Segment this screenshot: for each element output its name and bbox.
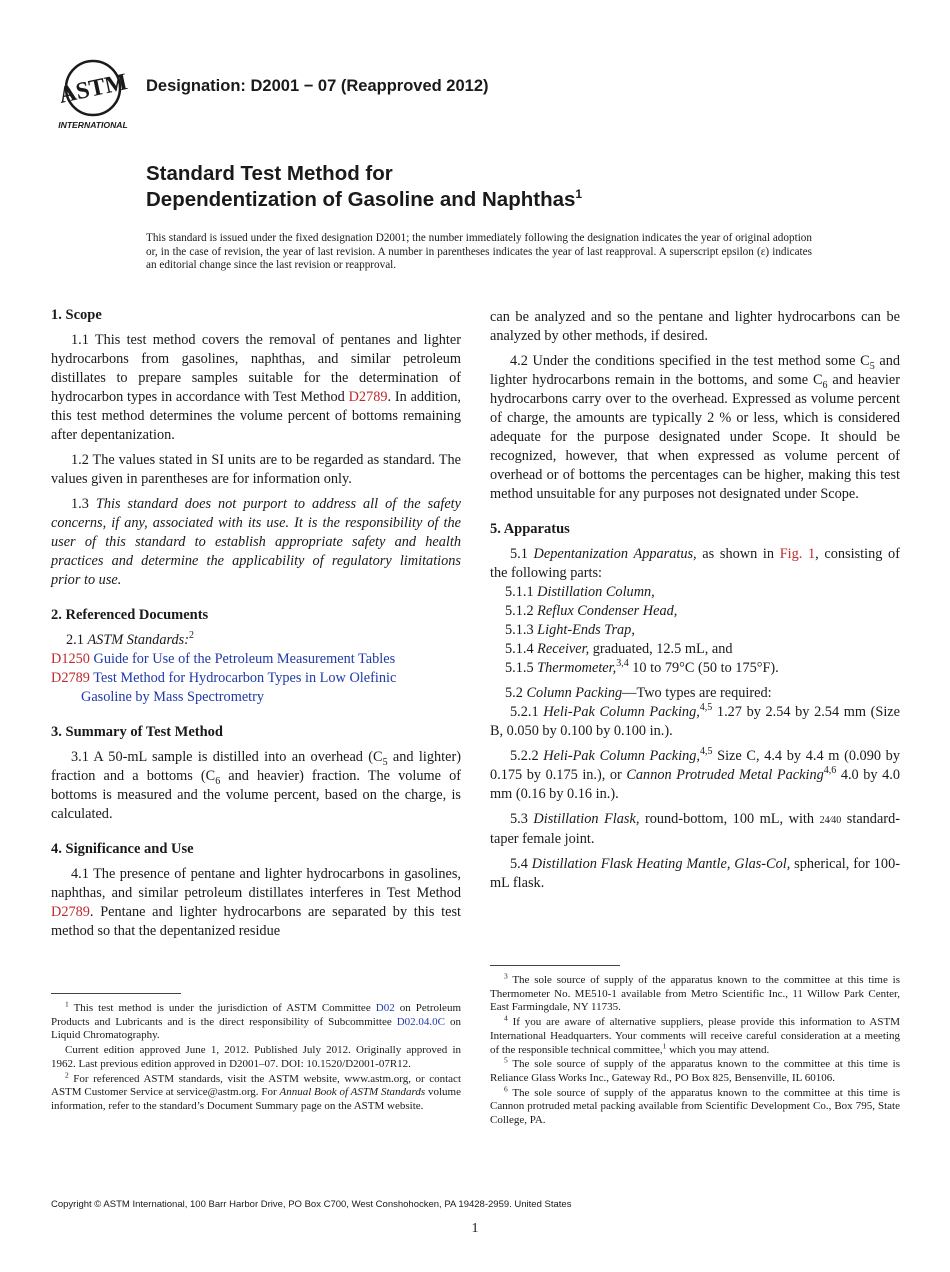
paragraph-4-2: 4.2 Under the conditions specified in the test method some $C_5$ and lighter hydrocarbons remain in the bottoms, and some $C_6$ and heavier hydrocarbons carry over to the overhead. Expressed as volume percent of charge, the amounts are typically 2 % or less, which is considered adequate for the purpose designated under Scope. It should be recognized, however, that when expressed as volume percent of overhead or of bottoms the percentages can be higher, making this test method unsuitable for any purposes not designated under Scope.: [490, 353, 900, 502]
paragraph-1-2: 1.2 The values stated in SI units are to be regarded as standard. The values given in parentheses are for information only.: [51, 452, 461, 487]
footnote-6: $^6$ The sole source of supply of the apparatus known to the committee at this time is Cannon protruded metal packing available from Scientific Development Co., Box 795, State College, PA.: [490, 1083, 900, 1127]
footnote-ref-2[interactable]: 2: [189, 630, 194, 642]
paragraph-5-4: 5.4 Distillation Flask Heating Mantle, Glas-Col, spherical, for 100-mL flask.: [490, 856, 900, 891]
link-d1250[interactable]: D1250: [51, 651, 90, 667]
issuance-note: This standard is issued under the fixed designation D2001; the number immediately following the designation indicates the year of original adoption or, in the case of revision, the year of last revision. A number in parentheses indicates the year of last reapproval. A superscript epsilon (ε) indicates an editorial change since the last revision or reapproval.: [146, 232, 812, 272]
reference-d1250[interactable]: D1250 Guide for Use of the Petroleum Measurement Tables: [51, 651, 396, 667]
footnote-ref-4-5-b[interactable]: 4,5: [699, 746, 713, 758]
section-heading-significance: 4. Significance and Use: [51, 841, 194, 857]
paragraph-5-1-3: 5.1.3 Light-Ends Trap,: [505, 622, 635, 638]
paragraph-5-2-2: 5.2.2 Heli-Pak Column Packing,$^{4,5}$ Size C, 4.4 by 4.4 m (0.090 by 0.175 by 0.175 in.), or Cannon Protruded Metal Packing$^{4,6}$ 4.0 by 4.0 mm (0.16 by 0.16 in.).: [490, 746, 900, 802]
footnote-rule-right: [490, 965, 620, 966]
document-title: [146, 161, 582, 213]
footnote-5: $^5$ The sole source of supply of the apparatus known to the committee at this time is Reliance Glass Works Inc., Gateway Rd., PO Box 825, Bensenville, IL 60106.: [490, 1055, 900, 1084]
paragraph-5-3: 5.3 Distillation Flask, round-bottom, 100 mL, with 24⁄40 standard-taper female joint.: [490, 811, 900, 847]
paragraph-1-1: 1.1 This test method covers the removal of pentanes and lighter hydrocarbons from gasolines, naphthas, and similar petroleum distillates to prepare samples suitable for the determination of hydrocarbon types in accordance with Test Method D2789. In addition, this test method determines the volume percent of bottoms remaining after depentanization.: [51, 332, 462, 443]
paragraph-5-1-4: 5.1.4 Receiver, graduated, 12.5 mL, and: [505, 641, 733, 657]
copyright-notice: Copyright © ASTM International, 100 Barr Harbor Drive, PO Box C700, West Conshohocken, PA 19428-2959. United States: [51, 1199, 572, 1210]
paragraph-4-1-cont: can be analyzed and so the pentane and lighter hydrocarbons can be analyzed by other methods, if desired.: [490, 309, 900, 344]
paragraph-5-1-1: 5.1.1 Distillation Column,: [505, 584, 655, 600]
paragraph-5-1-2: 5.1.2 Reflux Condenser Head,: [505, 603, 678, 619]
svg-text:ASTM: ASTM: [56, 69, 130, 109]
paragraph-4-1: 4.1 The presence of pentane and lighter hydrocarbons in gasolines, naphthas, and similar petroleum distillates interferes in Test Method D2789. Pentane and lighter hydrocarbons are separated by this test method so that the depentanized residue: [51, 866, 461, 939]
section-heading-summary: 3. Summary of Test Method: [51, 724, 223, 740]
reference-d2789[interactable]: D2789 Test Method for Hydrocarbon Types in Low Olefinic Gasoline by Mass Spectrometry: [51, 670, 397, 705]
paragraph-5-1-5: 5.1.5 Thermometer,$^{3,4}$ 10 to 79°C (50 to 175°F).: [505, 658, 779, 676]
astm-logo: [52, 58, 134, 132]
title-line-1: Standard Test Method for: [146, 162, 393, 185]
footnote-ref-4-5[interactable]: 4,5: [699, 702, 713, 714]
footnote-1-edition: Current edition approved June 1, 2012. Published July 2012. Originally approved in 1962. Last previous edition approved in D2001–07. DOI: 10.1520/D2001-07R12.: [51, 1044, 461, 1070]
link-d2789-ref[interactable]: D2789: [51, 670, 90, 686]
paragraph-2-1: 2.1 ASTM Standards:$^2$: [66, 630, 194, 648]
footnote-4: $^4$ If you are aware of alternative suppliers, please provide this information to ASTM International Headquarters. Your comments will receive careful consideration at a meeting of the responsible technical committee,$^1$ which you may attend.: [490, 1013, 900, 1056]
footnote-1: $^1$ This test method is under the jurisdiction of ASTM Committee D02 on Petroleum Products and Lubricants and is the direct responsibility of Subcommittee D02.04.0C on Liquid Chromatography.: [51, 999, 461, 1042]
section-heading-apparatus: 5. Apparatus: [490, 521, 570, 537]
footnotes-left: [51, 999, 461, 1115]
paragraph-5-2: 5.2 Column Packing—Two types are required:: [505, 685, 772, 701]
title-line-2: Dependentization of Gasoline and Naphthas: [146, 188, 576, 211]
designation: Designation: D2001 − 07 (Reapproved 2012): [146, 77, 489, 95]
footnote-3: $^3$ The sole source of supply of the apparatus known to the committee at this time is Thermometer No. ME510-1 available from Metro Scientific Inc., 11 Willow Park Center, East Farmingdale, NY 11735.: [490, 971, 900, 1014]
page-number: 1: [471, 1221, 479, 1236]
section-heading-scope: 1. Scope: [51, 307, 102, 323]
link-fig-1[interactable]: Fig. 1: [779, 546, 816, 562]
paragraph-3-1: 3.1 A 50-mL sample is distilled into an overhead ($C_5$ and lighter) fraction and a bottoms ($C_6$ and heavier) fraction. The volume of bottoms is measured and the volume percent, based on the charge, is calculated.: [51, 749, 461, 822]
footnote-ref-4-6[interactable]: 4,6: [823, 765, 837, 777]
footnotes-right: [490, 971, 900, 1129]
link-d02[interactable]: D02: [375, 1002, 395, 1014]
link-d2789[interactable]: D2789: [348, 389, 388, 405]
paragraph-1-3: 1.3 This standard does not purport to address all of the safety concerns, if any, associated with its use. It is the responsibility of the user of this standard to establish appropriate safety and health practices and determine the applicability of regulatory limitations prior to use.: [51, 496, 461, 588]
right-column: [490, 308, 900, 899]
footnote-ref-3-4[interactable]: 3,4: [616, 658, 629, 670]
link-d2789-4[interactable]: D2789: [51, 904, 90, 920]
paragraph-5-1: 5.1 Depentanization Apparatus, as shown in Fig. 1, consisting of the following parts:: [490, 546, 900, 581]
left-column: [51, 306, 461, 947]
link-d02-04-0c[interactable]: D02.04.0C: [396, 1015, 445, 1028]
footnote-rule-left: [51, 993, 181, 994]
svg-text:INTERNATIONAL: INTERNATIONAL: [58, 120, 128, 130]
title-footnote-ref[interactable]: 1: [575, 187, 583, 202]
section-heading-referenced-documents: 2. Referenced Documents: [51, 607, 209, 623]
footnote-2: $^2$ For referenced ASTM standards, visit the ASTM website, www.astm.org, or contact ASTM Customer Service at service@astm.org. For Annual Book of ASTM Standards volume information, refer to the standard’s Document Summary page on the ASTM website.: [51, 1069, 461, 1112]
paragraph-5-2-1: 5.2.1 Heli-Pak Column Packing,$^{4,5}$ 1.27 by 2.54 by 2.54 mm (Size B, 0.050 by 0.100 by 0.100 in.).: [490, 702, 900, 739]
